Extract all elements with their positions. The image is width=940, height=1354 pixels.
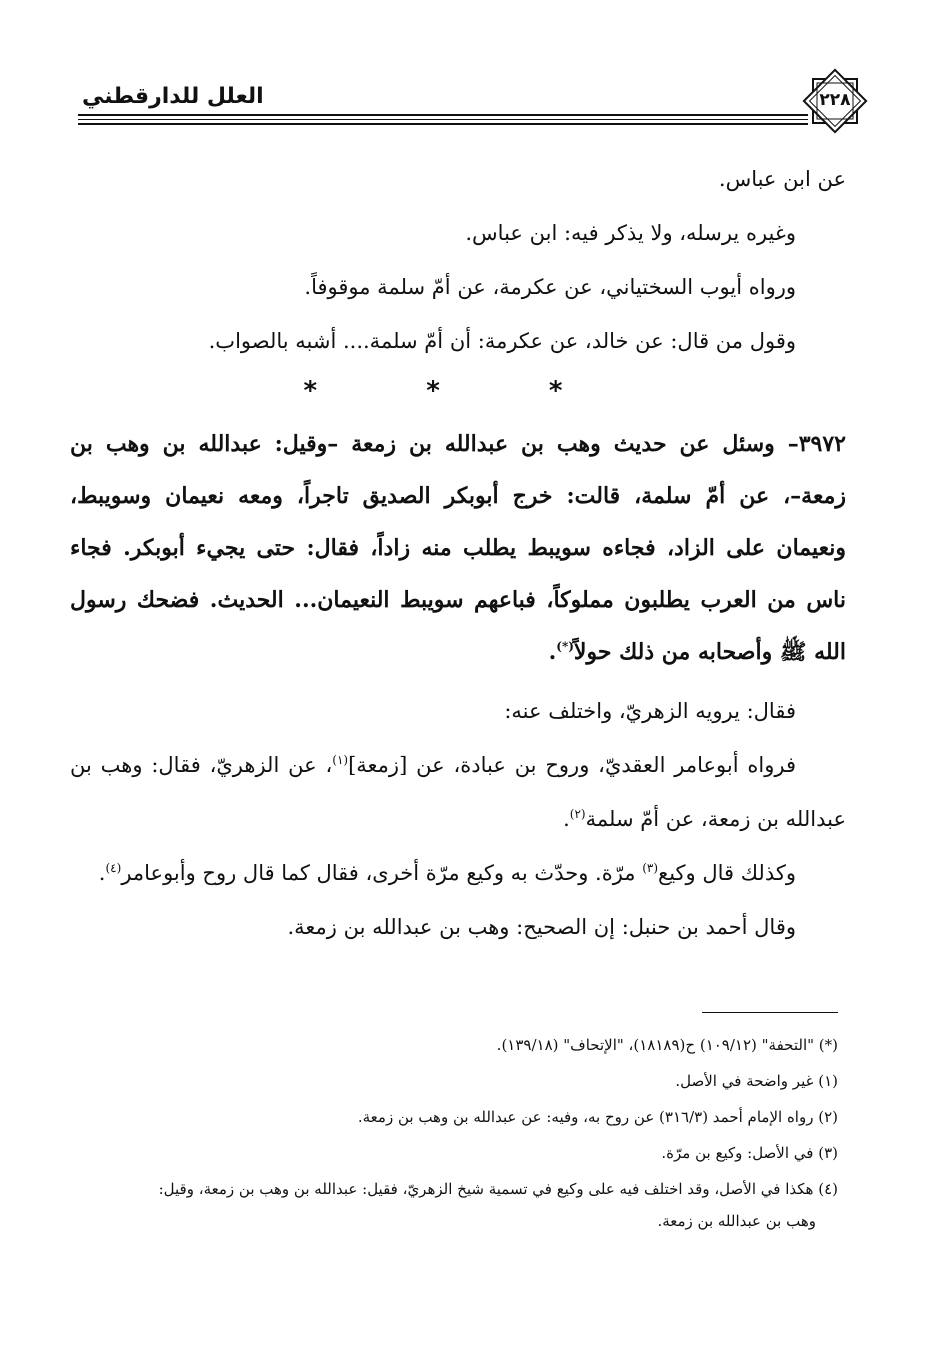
book-title: العلل للدارقطني — [82, 84, 264, 109]
footnote-ref: (٣) — [642, 861, 659, 875]
page-header — [78, 68, 868, 140]
body-line: وغيره يرسله، ولا يذكر فيه: ابن عباس. — [465, 221, 796, 245]
narration-paragraph: وكذلك قال وكيع$^{(٣)}$ مرّة. وحدّث به وكيع مرّة أخرى، فقال كما قال روح وأبوعامر$^{(٤)}$. — [98, 861, 796, 885]
footnote-ref: (١) — [332, 753, 349, 767]
body-line: وقول من قال: عن خالد، عن عكرمة: أن أمّ سلمة.... أشبه بالصواب. — [208, 329, 796, 353]
section-separator: * * * — [303, 376, 613, 406]
question-paragraph: ٣٩٧٢– وسئل عن حديث وهب بن عبدالله بن زمعة –وقيل: عبدالله بن وهب بن زمعة–، عن أمّ سلمة، قالت: خرج أبوبكر الصديق تاجراً، ومعه نعيمان وسويبط، ونعيمان على الزاد، فجاءه سويبط يطلب منه زاداً، فقال: حتى يجيء أبوبكر. فجاء ناس من العرب يطلبون مملوكاً، فباعهم سويبط النعيمان... الحديث. فضحك رسول الله ﷺ وأصحابه من ذلك حولاً(*). — [70, 431, 846, 665]
main-text — [70, 152, 846, 954]
question-number: ٣٩٧٢ — [798, 431, 846, 457]
page-number: ٢٢٨ — [819, 90, 851, 110]
footnote-ref: (٤) — [105, 861, 122, 875]
body-line: ورواه أيوب السختياني، عن عكرمة، عن أمّ سلمة موقوفاً. — [304, 275, 796, 299]
footnote-ref: (٢) — [569, 807, 586, 821]
footnote: (*) "التحفة" (١٠٩/١٢) ح(١٨١٨٩)، "الإتحاف" (١٣٩/١٨). — [496, 1036, 838, 1054]
footnote: (١) غير واضحة في الأصل. — [675, 1072, 838, 1090]
page-number-badge — [802, 68, 868, 134]
footnote: (٣) في الأصل: وكيع بن مرّة. — [661, 1144, 838, 1162]
question-text: – وسئل عن حديث وهب بن عبدالله بن زمعة –وقيل: عبدالله بن وهب بن زمعة–، عن أمّ سلمة، قالت: خرج أبوبكر الصديق تاجراً، ومعه نعيمان وسويبط، ونعيمان على الزاد، فجاءه سويبط يطلب منه زاداً، فقال: حتى يجيء أبوبكر. فجاء ناس من العرب يطلبون مملوكاً، فباعهم سويبط النعيمان... الحديث. فضحك رسول الله ﷺ وأصحابه من ذلك حولاً — [70, 431, 846, 665]
footnotes — [70, 1032, 838, 1244]
footnote: (٢) رواه الإمام أحمد (٣١٦/٣) عن روح به، وفيه: عن عبدالله بن وهب بن زمعة. — [357, 1108, 838, 1126]
answer-intro: فقال: يرويه الزهريّ، واختلف عنه: — [504, 699, 796, 723]
body-line: عن ابن عباس. — [718, 167, 846, 191]
header-rule — [78, 114, 808, 128]
conclusion-paragraph: وقال أحمد بن حنبل: إن الصحيح: وهب بن عبدالله بن زمعة. — [287, 915, 796, 939]
footnote: (٤) هكذا في الأصل، وقد اختلف فيه على وكيع في تسمية شيخ الزهريّ، فقيل: عبدالله بن وهب بن زمعة، وقيل: — [158, 1180, 838, 1198]
footnote-continuation: وهب بن عبدالله بن زمعة. — [657, 1212, 816, 1230]
narration-paragraph: فرواه أبوعامر العقديّ، وروح بن عبادة، عن [زمعة]$^{(١)}$، عن الزهريّ، فقال: وهب بن عبدالله بن زمعة، عن أمّ سلمة$^{(٢)}$. — [70, 753, 846, 831]
footnote-divider — [702, 1012, 838, 1013]
footnote-ref: (*) — [556, 639, 574, 654]
